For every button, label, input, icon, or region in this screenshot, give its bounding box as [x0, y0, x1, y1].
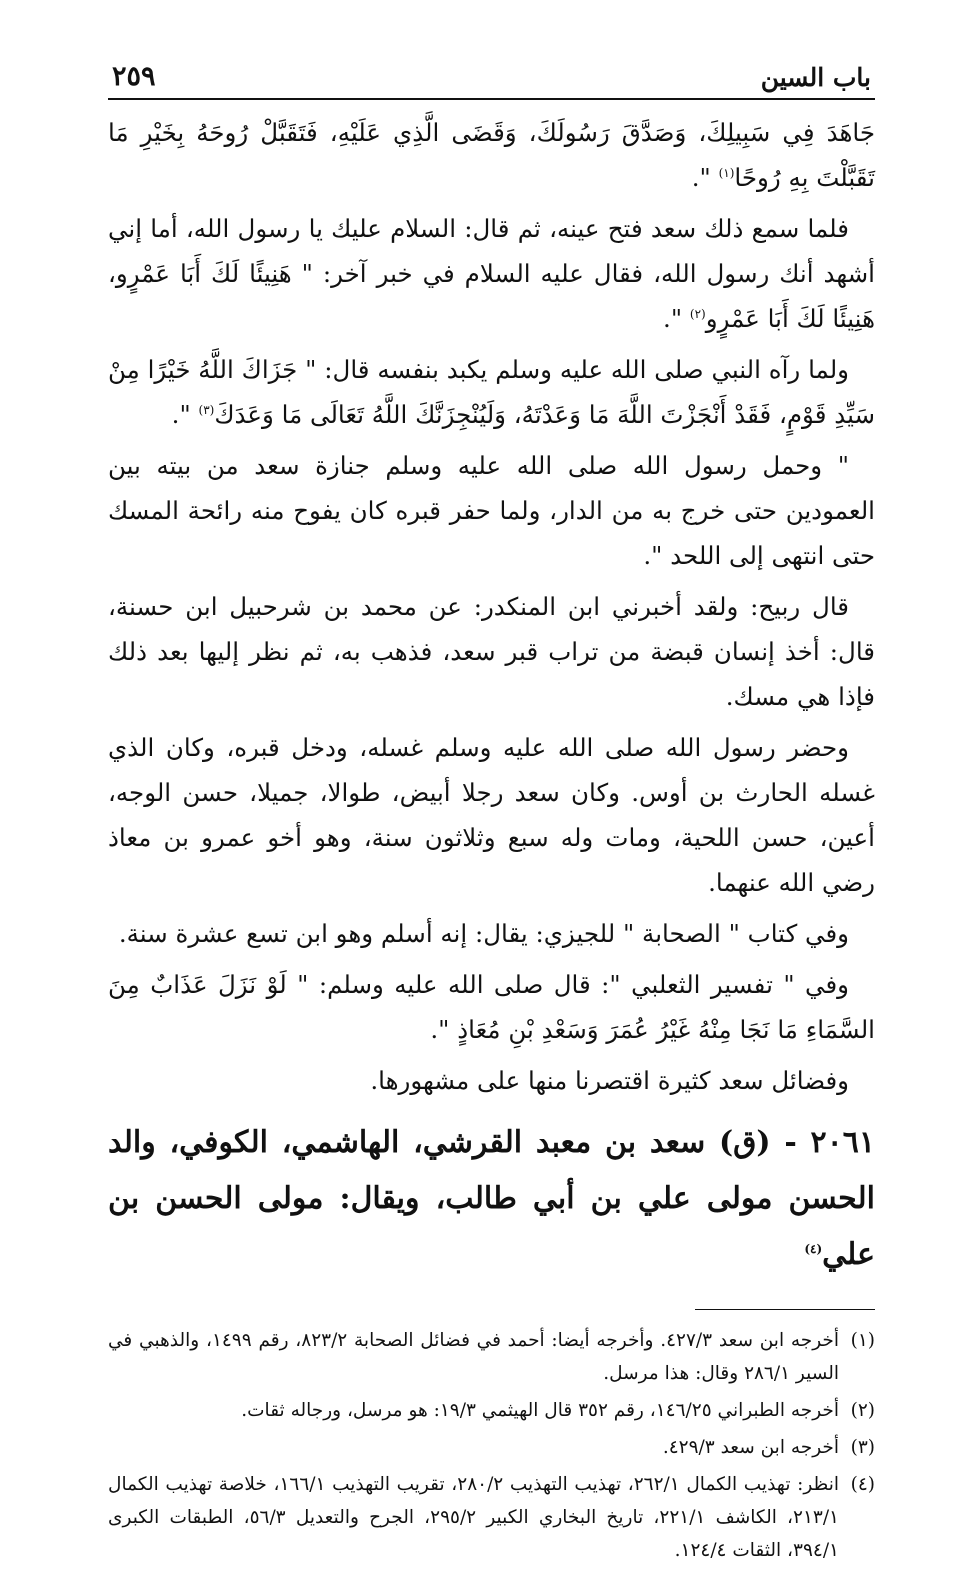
paragraph — [108, 1058, 875, 1103]
paragraph-text: وفي " تفسير الثعلبي ": قال صلى الله عليه وسلم: " لَوْ نَزَلَ عَذَابٌ مِنَ السَّمَاءِ مَا نَجَا مِنْهُ غَيْرُ عُمَرَ وَسَعْدِ بْنِ مُعَاذٍ ". — [108, 970, 875, 1044]
footnote-marker[interactable]: (٣) — [198, 402, 215, 417]
footnote-text: انظر: تهذيب الكمال ٢٦٢/١، تهذيب التهذيب ٢٨٠/٢، تقريب التهذيب ١٦٦/١، خلاصة تهذيب الكمال ٢١٣/١، الكاشف ٢٢١/١، تاريخ البخاري الكبير ٢٩٥/٢، الجرح والتعديل ٥٦/٣، الطبقات الكبرى ٣٩٤/١، الثقات ١٢٤/٤. — [108, 1474, 840, 1561]
paragraph-text: وحضر رسول الله صلى الله عليه وسلم غسله، ودخل قبره، وكان الذي غسله الحارث بن أوس. وكان سعد رجلا أبيض، طوالا، جميلا، حسن الوجه، أعين، حسن اللحية، ومات وله سبع وثلاثون سنة، وهو أخو عمرو بن معاذ رضي الله عنهما. — [108, 733, 875, 897]
footnote-text: أخرجه ابن سعد ٤٢٩/٣. — [662, 1437, 839, 1458]
chapter-title: باب السين — [760, 63, 871, 92]
paragraph-text: فلما سمع ذلك سعد فتح عينه، ثم قال: السلام عليك يا رسول الله، أما إني أشهد أنك رسول الله، فقال عليه السلام في خبر آخر: " هَنِيئًا لَكَ أَبَا عَمْرٍو، هَنِيئًا لَكَ أَبَا عَمْرٍو — [108, 214, 875, 333]
footnote — [108, 1431, 875, 1464]
footnote — [108, 1324, 875, 1390]
main-text — [108, 110, 875, 1283]
page-content — [108, 38, 875, 1571]
footnotes — [108, 1324, 875, 1567]
footnote — [108, 1394, 875, 1427]
paragraph — [108, 206, 875, 341]
paragraph-text: " وحمل رسول الله صلى الله عليه وسلم جنازة سعد من بيته بين العمودين حتى خرج به من الدار، ولما حفر قبره كان يفوح منه رائحة المسك حتى انتهى إلى اللحد ". — [108, 451, 875, 570]
footnote-text: أخرجه ابن سعد ٤٢٧/٣. وأخرجه أيضا: أحمد في فضائل الصحابة ٨٢٣/٢، رقم ١٤٩٩، والذهبي في السير ٢٨٦/١ وقال: هذا مرسل. — [108, 1330, 839, 1384]
footnote-marker[interactable]: (٢) — [689, 306, 706, 321]
footnote-number: (٢) — [850, 1400, 875, 1421]
paragraph — [108, 962, 875, 1052]
paragraph — [108, 725, 875, 905]
paragraph — [108, 110, 875, 200]
paragraph-text: قال ربيح: ولقد أخبرني ابن المنكدر: عن محمد بن شرحبيل ابن حسنة، قال: أخذ إنسان قبضة من تراب قبر سعد، فذهب به، ثم نظر إليها بعد ذلك فإذا هي مسك. — [108, 592, 875, 711]
footnote-marker[interactable]: (١) — [718, 165, 735, 180]
footnote-number: (٤) — [850, 1474, 875, 1495]
entry-heading — [108, 1115, 875, 1283]
paragraph-text: وفضائل سعد كثيرة اقتصرنا منها على مشهورها. — [370, 1066, 849, 1095]
footnote-text: أخرجه الطبراني ١٤٦/٢٥، رقم ٣٥٢ قال الهيثمي ١٩/٣: هو مرسل، ورجاله ثقات. — [241, 1400, 839, 1421]
paragraph-tail: ". — [691, 163, 719, 192]
entry-heading-text: ٢٠٦١ - (ق) سعد بن معبد القرشي، الهاشمي، الكوفي، والد الحسن مولى علي بن أبي طالب، ويقال: مولى الحسن بن علي — [108, 1125, 875, 1272]
footnote-marker[interactable]: (٤) — [804, 1242, 823, 1256]
paragraph — [108, 911, 875, 956]
paragraph — [108, 347, 875, 437]
paragraph-text: ولما رآه النبي صلى الله عليه وسلم يكبد بنفسه قال: " جَزَاكَ اللَّهُ خَيْرًا مِنْ سَيِّدِ قَوْمٍ، فَقَدْ أَنْجَزْتَ اللَّهَ مَا وَعَدْتَهُ، وَلَيُنْجِزَنَّكَ اللَّهُ تَعَالَى مَا وَعَدَكَ — [108, 355, 875, 429]
paragraph — [108, 584, 875, 719]
paragraph-tail: ". — [663, 304, 690, 333]
paragraph — [108, 443, 875, 578]
paragraph-text: جَاهَدَ فِي سَبِيلِكَ، وَصَدَّقَ رَسُولَكَ، وَقَضَى الَّذِي عَلَيْهِ، فَتَقَبَّلْ رُوحَهُ بِخَيْرِ مَا تَقَبَّلْتَ بِهِ رُوحًا — [108, 118, 875, 192]
paragraph-text: وفي كتاب " الصحابة " للجيزي: يقال: إنه أسلم وهو ابن تسع عشرة سنة. — [118, 919, 849, 948]
running-header — [108, 38, 875, 92]
paragraph-tail: ". — [171, 400, 199, 429]
header-rule — [108, 98, 875, 100]
footnote-number: (١) — [850, 1330, 875, 1351]
footnote-separator — [695, 1309, 875, 1310]
footnote-number: (٣) — [850, 1437, 875, 1458]
footnote — [108, 1468, 875, 1567]
page-number: ٢٥٩ — [112, 61, 156, 92]
